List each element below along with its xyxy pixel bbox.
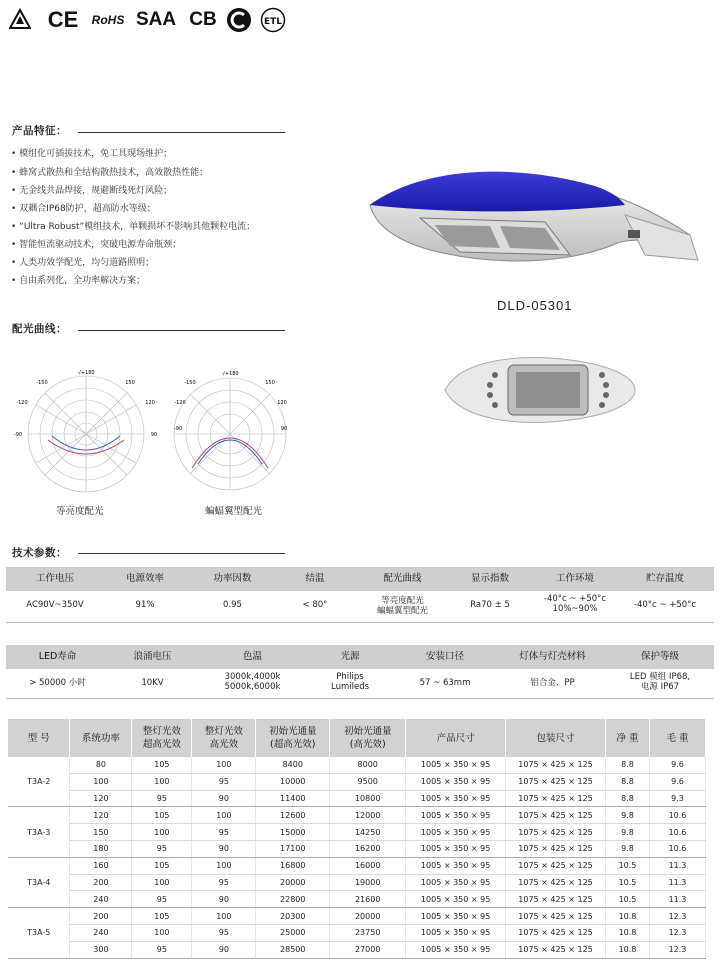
table-cell: 1075 × 425 × 125 bbox=[506, 790, 606, 807]
table-cell: 10.6 bbox=[649, 807, 705, 824]
table-cell: 12.3 bbox=[649, 941, 705, 958]
table-cell: 11.3 bbox=[649, 857, 705, 874]
table-cell: LED 模组 IP68, 电源 IP67 bbox=[629, 672, 691, 692]
table-header: 保护等级 bbox=[640, 651, 679, 662]
polar-label: -90 bbox=[173, 426, 183, 432]
table-cell: 12.3 bbox=[649, 908, 705, 925]
table-cell: 1075 × 425 × 125 bbox=[506, 908, 606, 925]
table-cell: 80 bbox=[70, 757, 132, 773]
saa-logo: SAA bbox=[135, 9, 177, 30]
table-cell: 180 bbox=[70, 840, 132, 857]
model-cell: T3A-3 bbox=[8, 807, 70, 857]
table-cell: 95 bbox=[132, 891, 192, 908]
divider bbox=[6, 698, 714, 699]
table-cell: 1005 × 350 × 95 bbox=[406, 790, 506, 807]
table-cell: 1005 × 350 × 95 bbox=[406, 908, 506, 925]
divider bbox=[78, 553, 285, 554]
polar-label: -120 bbox=[174, 400, 186, 406]
table-cell: 95 bbox=[132, 790, 192, 807]
table-cell: 20300 bbox=[256, 908, 330, 925]
polar-label: -120 bbox=[16, 400, 28, 406]
diagram-caption: 蝙蝠翼型配光 bbox=[205, 506, 263, 517]
polar-label: 90 bbox=[150, 432, 158, 438]
list-item: • 模组化可插拔技术，免工具现场维护； bbox=[11, 149, 173, 159]
table-cell: 28500 bbox=[256, 941, 330, 958]
table-cell: 11.3 bbox=[649, 891, 705, 908]
table-cell: 1005 × 350 × 95 bbox=[406, 773, 506, 790]
table-cell: 9.8 bbox=[605, 807, 649, 824]
list-item: • 蜂窝式散热和全结构散热技术，高效散热性能； bbox=[11, 168, 209, 178]
list-item: • 无金线共晶焊接，规避断线死灯风险； bbox=[11, 186, 173, 196]
table-cell: 105 bbox=[132, 807, 192, 824]
model-cell: T3A-2 bbox=[8, 757, 70, 807]
table-row bbox=[8, 874, 706, 891]
table-cell: 160 bbox=[70, 857, 132, 874]
table-header: 安装口径 bbox=[425, 651, 464, 662]
table-header: 工作环境 bbox=[555, 573, 594, 584]
table-cell: 1005 × 350 × 95 bbox=[406, 857, 506, 874]
ce-logo: CE bbox=[47, 7, 79, 32]
polar-diagram-batwing bbox=[172, 368, 292, 502]
table-header: 毛 重 bbox=[649, 719, 705, 757]
table-cell: 95 bbox=[192, 924, 256, 941]
list-item: • 双耦合IP68防护，超高防水等级； bbox=[11, 204, 156, 214]
table-row bbox=[8, 773, 706, 790]
polar-label: -/+180 bbox=[77, 370, 95, 376]
table-cell: 10800 bbox=[330, 790, 406, 807]
table-cell: 16200 bbox=[330, 840, 406, 857]
table-cell: 1005 × 350 × 95 bbox=[406, 874, 506, 891]
table-cell: 120 bbox=[70, 807, 132, 824]
table-header: 光源 bbox=[340, 651, 360, 662]
table-header: 系统功率 bbox=[70, 719, 132, 757]
table-cell: 10.6 bbox=[649, 824, 705, 841]
table-cell: 200 bbox=[70, 908, 132, 925]
table-cell: -40°c ~ +50°c bbox=[633, 600, 697, 610]
divider bbox=[6, 622, 714, 623]
table-cell: -40°c ~ +50°c 10%~90% bbox=[543, 594, 607, 614]
table-cell: 100 bbox=[192, 908, 256, 925]
table-cell: 10.5 bbox=[605, 874, 649, 891]
model-cell: T3A-5 bbox=[8, 908, 70, 958]
table-cell: 90 bbox=[192, 840, 256, 857]
table-cell: 铝合金、PP bbox=[530, 678, 575, 688]
table-cell: > 50000 小时 bbox=[29, 678, 86, 688]
table-header: 结温 bbox=[305, 573, 325, 584]
table-cell: 10000 bbox=[256, 773, 330, 790]
table-cell: 240 bbox=[70, 891, 132, 908]
table-cell: 17100 bbox=[256, 840, 330, 857]
polar-label: 150 bbox=[265, 380, 275, 386]
ccc-cert-icon bbox=[225, 6, 253, 34]
street-lamp-bottom-image bbox=[440, 345, 640, 439]
table-cell: 1005 × 350 × 95 bbox=[406, 891, 506, 908]
table-cell: < 80° bbox=[302, 600, 328, 610]
table-cell: 100 bbox=[192, 807, 256, 824]
table-cell: 1075 × 425 × 125 bbox=[506, 757, 606, 773]
table-cell: 91% bbox=[135, 600, 155, 610]
table-cell: 200 bbox=[70, 874, 132, 891]
table-cell: 90 bbox=[192, 941, 256, 958]
table-cell: 90 bbox=[192, 891, 256, 908]
table-cell: 0.95 bbox=[223, 600, 242, 610]
table-cell: 12.3 bbox=[649, 924, 705, 941]
table-cell: 95 bbox=[192, 874, 256, 891]
model-cell: T3A-4 bbox=[8, 857, 70, 907]
table-header: 浪涌电压 bbox=[133, 651, 172, 662]
table-header: 整灯光效 超高光效 bbox=[132, 719, 192, 757]
table-cell: AC90V~350V bbox=[26, 600, 84, 610]
table-cell: 95 bbox=[192, 773, 256, 790]
table-cell: 9.8 bbox=[605, 840, 649, 857]
table-cell: 9.3 bbox=[649, 790, 705, 807]
table-header: 色温 bbox=[242, 651, 262, 662]
table-cell: 100 bbox=[132, 773, 192, 790]
table-row bbox=[8, 941, 706, 958]
table-header: 贮存温度 bbox=[645, 573, 684, 584]
model-name: DLD-05301 bbox=[497, 298, 573, 313]
features-heading: 产品特征： bbox=[12, 125, 67, 137]
table-header: 产品尺寸 bbox=[406, 719, 506, 757]
polar-label: 120 bbox=[145, 400, 155, 406]
list-item: • 人类功效学配光，均匀道路照明； bbox=[11, 258, 155, 268]
table-header: LED寿命 bbox=[38, 651, 77, 662]
table-row bbox=[8, 840, 706, 857]
polar-label: 120 bbox=[277, 400, 287, 406]
table-cell: 1075 × 425 × 125 bbox=[506, 857, 606, 874]
table-cell: 10KV bbox=[141, 678, 164, 688]
table-header: 显示指数 bbox=[470, 573, 509, 584]
table-cell: 1005 × 350 × 95 bbox=[406, 757, 506, 773]
table-row bbox=[8, 891, 706, 908]
list-item: • 自由系列化，全功率解决方案； bbox=[11, 276, 146, 286]
divider bbox=[78, 132, 285, 133]
table-cell: 8.8 bbox=[605, 773, 649, 790]
table-cell: 12600 bbox=[256, 807, 330, 824]
table-cell: 95 bbox=[192, 824, 256, 841]
table-cell: 10.5 bbox=[605, 891, 649, 908]
table-cell: 105 bbox=[132, 908, 192, 925]
table-cell: 1005 × 350 × 95 bbox=[406, 924, 506, 941]
tech-params-heading: 技术参数： bbox=[12, 547, 67, 559]
table-cell: 9.6 bbox=[649, 757, 705, 773]
table-row bbox=[8, 757, 706, 773]
polar-label: 90 bbox=[280, 426, 288, 432]
table-cell: 1075 × 425 × 125 bbox=[506, 807, 606, 824]
table-cell: 25000 bbox=[256, 924, 330, 941]
table-cell: 1075 × 425 × 125 bbox=[506, 924, 606, 941]
table-row bbox=[8, 857, 706, 874]
table-row bbox=[8, 824, 706, 841]
polar-label: -90 bbox=[13, 432, 23, 438]
table-cell: 16000 bbox=[330, 857, 406, 874]
spec-table-body bbox=[8, 757, 706, 958]
table-cell: 20000 bbox=[256, 874, 330, 891]
table-cell: 100 bbox=[132, 874, 192, 891]
table-header: 功率因数 bbox=[213, 573, 252, 584]
etl-cert-icon bbox=[258, 6, 288, 34]
table-cell: 11.3 bbox=[649, 874, 705, 891]
table-cell: 10.8 bbox=[605, 924, 649, 941]
table-header: 初始光通量 (高光效) bbox=[330, 719, 406, 757]
table-cell: 1075 × 425 × 125 bbox=[506, 891, 606, 908]
table-cell: 21600 bbox=[330, 891, 406, 908]
table-cell: 1075 × 425 × 125 bbox=[506, 824, 606, 841]
table-cell: 300 bbox=[70, 941, 132, 958]
table-header: 型 号 bbox=[8, 719, 70, 757]
table-cell: 1075 × 425 × 125 bbox=[506, 941, 606, 958]
table-cell: 1075 × 425 × 125 bbox=[506, 874, 606, 891]
table-row bbox=[8, 807, 706, 824]
table-cell: 100 bbox=[132, 924, 192, 941]
table-cell: 9.6 bbox=[649, 773, 705, 790]
table-header: 配光曲线 bbox=[383, 573, 422, 584]
triangle-cert-icon bbox=[8, 6, 32, 34]
table-cell: 10.5 bbox=[605, 857, 649, 874]
table-cell: 57 ~ 63mm bbox=[419, 678, 471, 688]
table-cell: 22800 bbox=[256, 891, 330, 908]
table-cell: 10.8 bbox=[605, 941, 649, 958]
table-cell: 100 bbox=[132, 824, 192, 841]
table-cell: 100 bbox=[192, 757, 256, 773]
table-cell: 20000 bbox=[330, 908, 406, 925]
table-cell: 1005 × 350 × 95 bbox=[406, 941, 506, 958]
table-cell: 9.8 bbox=[605, 824, 649, 841]
table-cell: 14250 bbox=[330, 824, 406, 841]
table-header: 电源效率 bbox=[125, 573, 164, 584]
table-header: 工作电压 bbox=[35, 573, 74, 584]
table-cell: 100 bbox=[70, 773, 132, 790]
table-cell: 8.8 bbox=[605, 790, 649, 807]
list-item: • “Ultra Robust”模组技术，单颗损坏不影响其他颗粒电流； bbox=[11, 222, 256, 232]
table-cell: 100 bbox=[192, 857, 256, 874]
rohs-logo: RoHS bbox=[91, 13, 125, 27]
street-lamp-side-image bbox=[360, 160, 705, 284]
table-cell: 95 bbox=[132, 840, 192, 857]
polar-label: -/+180 bbox=[221, 371, 239, 377]
table-cell: 等亮度配光 蝙蝠翼型配光 bbox=[376, 596, 428, 616]
cb-logo: CB bbox=[189, 9, 217, 30]
table-cell: 16800 bbox=[256, 857, 330, 874]
table-cell: 105 bbox=[132, 757, 192, 773]
table-cell: 11400 bbox=[256, 790, 330, 807]
table-header: 初始光通量 (超高光效) bbox=[256, 719, 330, 757]
table-cell: 1075 × 425 × 125 bbox=[506, 840, 606, 857]
light-curve-heading: 配光曲线： bbox=[12, 323, 67, 335]
table-cell: 8000 bbox=[330, 757, 406, 773]
table-cell: 150 bbox=[70, 824, 132, 841]
table-cell: 240 bbox=[70, 924, 132, 941]
table-header: 包装尺寸 bbox=[506, 719, 606, 757]
table-cell: 15000 bbox=[256, 824, 330, 841]
table-cell: 8.8 bbox=[605, 757, 649, 773]
table-cell: 9500 bbox=[330, 773, 406, 790]
list-item: • 智能恒流驱动技术，突破电源寿命瓶颈； bbox=[11, 240, 182, 250]
table-cell: 12000 bbox=[330, 807, 406, 824]
table-row bbox=[8, 908, 706, 925]
table-cell: 90 bbox=[192, 790, 256, 807]
table-cell: 1005 × 350 × 95 bbox=[406, 824, 506, 841]
svg-text:ETL: ETL bbox=[263, 17, 283, 27]
divider bbox=[78, 330, 285, 331]
table-cell: 8400 bbox=[256, 757, 330, 773]
polar-label: -150 bbox=[36, 380, 48, 386]
table-cell: 105 bbox=[132, 857, 192, 874]
table-cell: 27000 bbox=[330, 941, 406, 958]
table-cell: 120 bbox=[70, 790, 132, 807]
spec-table bbox=[8, 719, 706, 959]
table-cell: 19000 bbox=[330, 874, 406, 891]
table-cell: 1005 × 350 × 95 bbox=[406, 807, 506, 824]
table-row bbox=[8, 790, 706, 807]
table-cell: 3000k,4000k 5000k,6000k bbox=[224, 672, 281, 692]
table-cell: 1005 × 350 × 95 bbox=[406, 840, 506, 857]
table-cell: 95 bbox=[132, 941, 192, 958]
table-cell: 10.6 bbox=[649, 840, 705, 857]
polar-label: -150 bbox=[184, 380, 196, 386]
table-header: 灯体与灯壳材料 bbox=[519, 651, 586, 662]
table-header: 整灯光效 高光效 bbox=[192, 719, 256, 757]
diagram-caption: 等亮度配光 bbox=[56, 506, 104, 517]
table-row bbox=[8, 924, 706, 941]
table-cell: Ra70 ± 5 bbox=[470, 600, 510, 610]
polar-label: 150 bbox=[125, 380, 135, 386]
table-cell: 1075 × 425 × 125 bbox=[506, 773, 606, 790]
polar-diagram-uniform bbox=[8, 368, 168, 502]
table-header: 净 重 bbox=[605, 719, 649, 757]
table-cell: 10.8 bbox=[605, 908, 649, 925]
table-cell: 23750 bbox=[330, 924, 406, 941]
table-cell: Philips Lumileds bbox=[330, 672, 370, 692]
